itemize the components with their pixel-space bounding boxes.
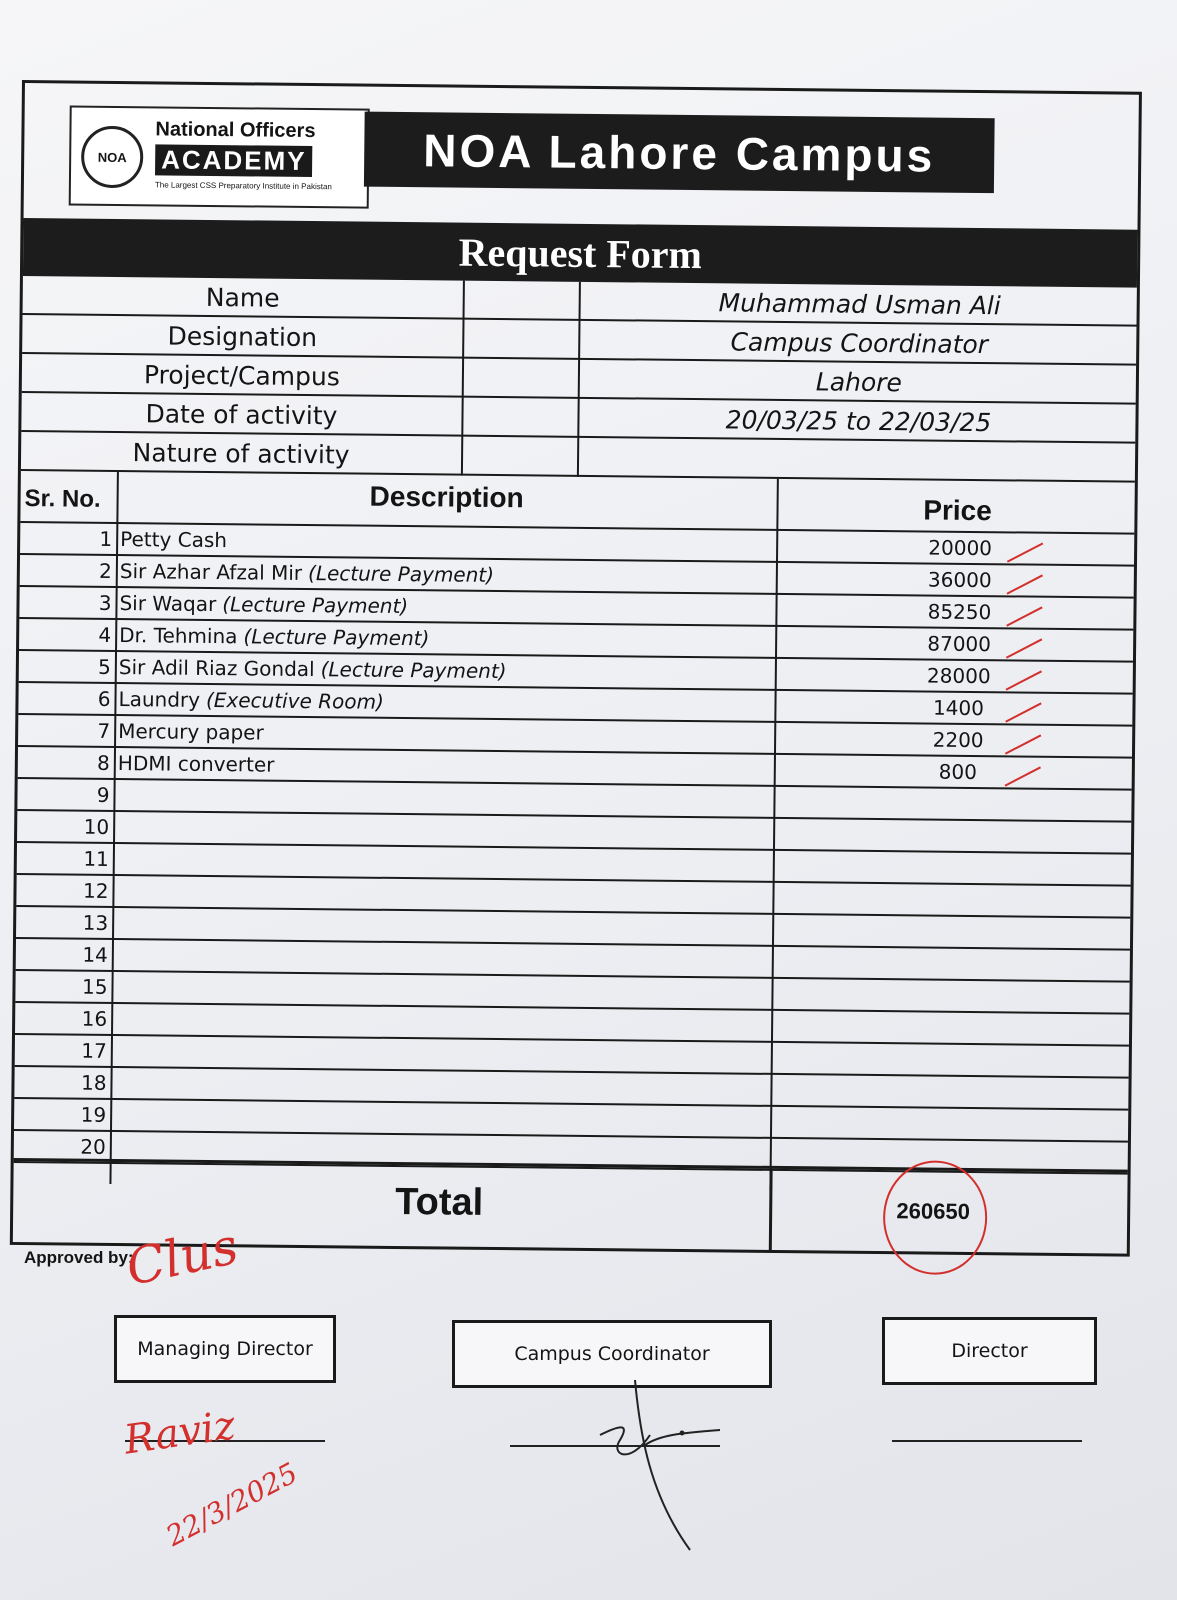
header-sr-no: Sr. No.	[24, 485, 101, 513]
row-item: Laundry	[118, 687, 201, 712]
campus-banner: NOA Lahore Campus	[364, 112, 995, 194]
info-label: Date of activity	[145, 399, 338, 431]
row-price: 36000	[927, 567, 992, 593]
row-sr-no: 19	[80, 1102, 107, 1127]
row-description	[116, 908, 766, 945]
total-divider	[769, 1169, 773, 1251]
md-signature: Raviz	[121, 1402, 239, 1464]
logo-top-text: National Officers	[155, 118, 316, 143]
info-value: Muhammad Usman Ali	[718, 288, 1001, 321]
info-value: Campus Coordinator	[730, 327, 989, 360]
row-item: Dr. Tehmina	[119, 623, 238, 649]
info-value	[581, 438, 1135, 483]
row-price	[894, 1108, 1014, 1109]
row-sr-no: 13	[82, 910, 109, 935]
header-description: Description	[369, 480, 524, 514]
row-sr-no: 9	[96, 782, 110, 807]
row-description	[114, 1068, 764, 1105]
row-sr-no: 18	[80, 1070, 107, 1095]
row-price: 800	[938, 759, 978, 785]
row-description	[120, 556, 770, 593]
row-description	[118, 716, 768, 753]
row-price	[896, 916, 1016, 917]
logo-main-text: ACADEMY	[155, 144, 313, 177]
approved-by-label: Approved by:	[24, 1248, 134, 1267]
info-value: 20/03/25 to 22/03/25	[725, 405, 992, 438]
row-price	[898, 788, 1018, 789]
row-price	[896, 980, 1016, 981]
info-label: Nature of activity	[132, 438, 350, 470]
row-note: (Lecture Payment)	[243, 624, 430, 651]
row-note: (Executive Room)	[205, 687, 384, 714]
row-price	[894, 1140, 1014, 1141]
director-box: Director	[882, 1317, 1097, 1385]
logo-tagline: The Largest CSS Preparatory Institute in Pakistan	[154, 180, 332, 192]
row-price	[895, 1044, 1015, 1045]
row-sr-no: 11	[83, 846, 109, 871]
row-description	[116, 876, 766, 913]
academy-logo	[69, 106, 370, 209]
coordinator-signature-icon	[590, 1375, 730, 1555]
row-price: 2200	[932, 727, 984, 753]
row-price: 20000	[928, 535, 993, 561]
row-description	[119, 588, 769, 625]
row-description	[114, 1100, 764, 1137]
row-item: HDMI converter	[117, 751, 275, 777]
row-sr-no: 2	[99, 558, 112, 583]
row-price	[897, 820, 1017, 821]
md-signature-date: 22/3/2025	[160, 1456, 303, 1553]
form-title: Request Form	[23, 218, 1138, 288]
row-sr-no: 5	[97, 654, 111, 679]
info-section	[21, 276, 1137, 483]
row-description	[115, 1004, 765, 1041]
logo-emblem-text: NOA	[97, 149, 127, 165]
noa-emblem-icon	[81, 126, 144, 189]
request-form-sheet	[10, 80, 1142, 1257]
managing-director-box: Managing Director	[114, 1315, 336, 1383]
row-description	[120, 524, 770, 561]
row-price	[895, 1076, 1015, 1077]
info-label: Project/Campus	[143, 360, 340, 392]
row-price: 28000	[926, 663, 991, 689]
info-label: Name	[205, 282, 280, 313]
row-item: Sir Azhar Afzal Mir	[119, 559, 303, 585]
row-description	[115, 972, 765, 1009]
campus-coordinator-box: Campus Coordinator	[452, 1320, 772, 1388]
total-value: 260650	[896, 1198, 971, 1224]
approval-signature: Clus	[121, 1216, 243, 1298]
row-item: Mercury paper	[118, 719, 264, 745]
row-item: Sir Adil Riaz Gondal	[118, 655, 315, 682]
total-label: Total	[395, 1180, 484, 1224]
row-sr-no: 8	[96, 750, 110, 775]
row-price	[897, 852, 1017, 853]
row-sr-no: 1	[99, 526, 113, 551]
row-price	[896, 948, 1016, 949]
row-price	[897, 884, 1017, 885]
row-sr-no: 3	[98, 590, 112, 615]
row-note: (Lecture Payment)	[222, 592, 409, 619]
row-sr-no: 4	[98, 622, 112, 647]
row-sr-no: 16	[81, 1006, 108, 1031]
row-sr-no: 17	[81, 1038, 107, 1063]
row-description	[115, 1036, 765, 1073]
row-sr-no: 14	[82, 942, 108, 967]
row-price	[895, 1012, 1015, 1013]
row-price: 85250	[927, 599, 992, 625]
header-price: Price	[923, 494, 992, 527]
row-description	[117, 844, 767, 881]
row-sr-no: 6	[97, 686, 111, 711]
row-price: 1400	[932, 695, 985, 721]
info-label: Designation	[167, 321, 318, 353]
row-description	[119, 652, 769, 689]
row-item: Sir Waqar	[119, 591, 217, 617]
row-description	[116, 940, 766, 977]
info-value: Lahore	[815, 367, 903, 398]
row-note: (Lecture Payment)	[320, 657, 507, 684]
row-description	[118, 684, 768, 721]
row-price: 87000	[927, 631, 992, 657]
row-item: Petty Cash	[120, 527, 228, 553]
row-sr-no: 12	[82, 878, 109, 903]
form-header	[24, 83, 1139, 225]
row-description	[119, 620, 769, 657]
row-sr-no: 10	[83, 814, 110, 839]
row-note: (Lecture Payment)	[307, 561, 495, 587]
row-description	[118, 748, 768, 785]
director-signature-line	[892, 1440, 1082, 1442]
row-sr-no: 15	[81, 974, 108, 999]
row-sr-no: 7	[97, 718, 111, 743]
row-description	[117, 780, 767, 817]
row-description	[117, 812, 767, 849]
row-sr-no: 20	[80, 1134, 106, 1159]
